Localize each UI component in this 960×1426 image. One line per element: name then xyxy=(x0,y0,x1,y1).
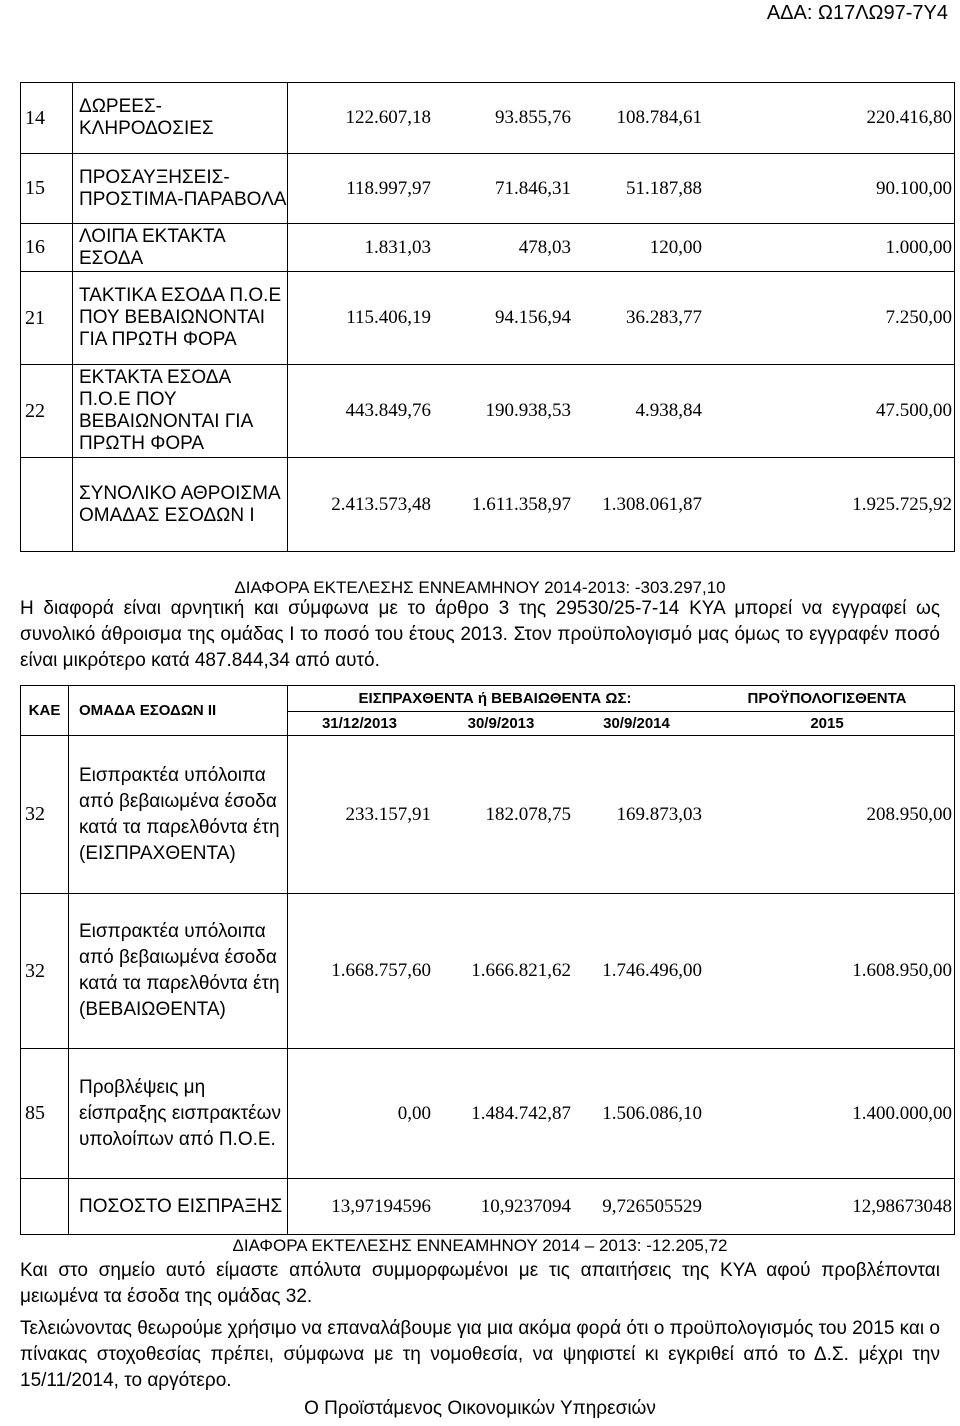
execution-difference-2: ΔΙΑΦΟΡΑ ΕΚΤΕΛΕΣΗΣ ΕΝΝΕΑΜΗΝΟΥ 2014 – 2013: -12.205,72 xyxy=(232,1236,728,1255)
value-budget-2015: 47.500,00 xyxy=(876,400,952,421)
code-cell: 15 xyxy=(21,154,73,224)
value-2013: 122.607,18 xyxy=(345,107,431,128)
code-cell: 32 xyxy=(21,894,69,1049)
value-2013: 0,00 xyxy=(397,1102,431,1124)
code-cell xyxy=(21,458,73,552)
values-cell xyxy=(288,365,955,458)
value-9m-2014: 108.784,61 xyxy=(616,107,702,128)
values-cell xyxy=(288,894,955,1049)
value-2013: 115.406,19 xyxy=(346,307,431,328)
revenue-group-2-table xyxy=(20,685,955,1235)
group-header: ΟΜΑΔΑ ΕΣΟΔΩΝ ΙΙ xyxy=(69,686,288,736)
code-cell: 22 xyxy=(21,365,73,458)
values-cell xyxy=(288,1179,955,1235)
table-row xyxy=(21,1049,955,1179)
value-9m-2013: 10,9237094 xyxy=(480,1195,571,1217)
code-cell: 16 xyxy=(21,224,73,272)
value-2013: 233.157,91 xyxy=(345,803,431,825)
name-cell: ΣΥΝΟΛΙΚΟ ΑΘΡΟΙΣΜΑ ΟΜΑΔΑΣ ΕΣΟΔΩΝ Ι xyxy=(73,458,288,552)
header-cell xyxy=(288,686,955,712)
value-budget-2015: 90.100,00 xyxy=(876,177,952,199)
value-budget-2015: 1.608.950,00 xyxy=(852,960,952,981)
name-cell: Εισπρακτέα υπόλοιπα από βεβαιωμένα έσοδα κατά τα παρελθόντα έτη (ΒΕΒΑΙΩΘΕΝΤΑ) xyxy=(69,894,288,1049)
value-9m-2013: 182.078,75 xyxy=(485,803,571,825)
code-cell xyxy=(21,1179,69,1235)
value-9m-2014: 1.746.496,00 xyxy=(602,960,702,981)
value-9m-2013: 1.484.742,87 xyxy=(471,1102,571,1124)
value-2013: 1.831,03 xyxy=(364,236,431,258)
value-9m-2014: 4.938,84 xyxy=(635,400,702,421)
kae-header: ΚΑΕ xyxy=(21,686,69,736)
code-cell: 21 xyxy=(21,272,73,365)
table-row xyxy=(21,83,955,154)
values-cell xyxy=(288,224,955,272)
table-row xyxy=(21,736,955,894)
date-header-cell xyxy=(288,712,955,736)
date-header: 30/9/2014 xyxy=(603,715,670,732)
value-2013: 443.849,76 xyxy=(345,400,431,421)
value-budget-2015: 7.250,00 xyxy=(885,307,952,328)
name-cell: ΠΡΟΣΑΥΞΗΣΕΙΣ-ΠΡΟΣΤΙΜΑ-ΠΑΡΑΒΟΛΑ xyxy=(73,154,288,224)
table-row xyxy=(21,1179,955,1235)
value-9m-2013: 478,03 xyxy=(518,236,571,258)
execution-difference-1: ΔΙΑΦΟΡΑ ΕΚΤΕΛΕΣΗΣ ΕΝΝΕΑΜΗΝΟΥ 2014-2013: -303.297,10 xyxy=(234,578,726,597)
value-budget-2015: 1.000,00 xyxy=(885,236,952,258)
paragraph-3: Τελειώνοντας θεωρούμε χρήσιμο να επαναλάβουμε για μια ακόμα φορά ότι ο προϋπολογισμός του 2015 και ο πίνακας στοχοθεσίας πρέπει, σύμφωνα με τη νομοθεσία, να ψηφιστεί κι εγκριθεί από το Δ.Σ. μέχρι την 15/11/2014, το αργότερο. xyxy=(20,1318,940,1391)
value-9m-2013: 1.611.358,97 xyxy=(471,493,571,515)
value-budget-2015: 208.950,00 xyxy=(866,803,952,825)
value-9m-2013: 1.666.821,62 xyxy=(471,960,571,981)
values-cell xyxy=(288,83,955,154)
value-9m-2014: 169.873,03 xyxy=(616,803,702,825)
value-9m-2013: 93.855,76 xyxy=(495,107,571,128)
code-cell: 14 xyxy=(21,83,73,154)
paragraph-1: Η διαφορά είναι αρνητική και σύμφωνα με το άρθρο 3 της 29530/25-7-14 ΚΥΑ μπορεί να εγγραφεί ως συνολικό άθροισμα της ομάδας Ι το ποσό του έτους 2013. Στον προϋπολογισμό μας όμως το εγγραφέν ποσό είναι μικρότερο κατά 487.844,34 από αυτό. xyxy=(20,598,940,671)
table-row xyxy=(21,458,955,552)
values-cell xyxy=(288,272,955,365)
value-2013: 13,97194596 xyxy=(331,1195,431,1217)
values-cell xyxy=(288,736,955,894)
value-2013: 118.997,97 xyxy=(346,177,431,199)
code-cell: 32 xyxy=(21,736,69,894)
value-9m-2014: 1.308.061,87 xyxy=(602,493,702,515)
header-row xyxy=(21,686,955,712)
paragraph-2: Και στο σημείο αυτό είμαστε απόλυτα συμμορφωμένοι με τις απαιτήσεις της ΚΥΑ αφού προβλέπονται μειωμένα τα έσοδα της ομάδας 32. xyxy=(20,1260,940,1307)
value-2013: 1.668.757,60 xyxy=(331,960,431,981)
name-cell: Εισπρακτέα υπόλοιπα από βεβαιωμένα έσοδα κατά τα παρελθόντα έτη (ΕΙΣΠΡΑΧΘΕΝΤΑ) xyxy=(69,736,288,894)
value-9m-2013: 94.156,94 xyxy=(495,307,571,328)
revenue-group-1-table xyxy=(20,82,955,552)
value-9m-2014: 1.506.086,10 xyxy=(602,1102,702,1124)
table-row xyxy=(21,272,955,365)
date-header: 30/9/2013 xyxy=(467,715,535,732)
table-row xyxy=(21,894,955,1049)
table-row xyxy=(21,365,955,458)
value-9m-2013: 71.846,31 xyxy=(495,177,571,199)
collected-header: ΕΙΣΠΡΑΧΘΕΝΤΑ ή ΒΕΒΑΙΩΘΕΝΤΑ ΩΣ: xyxy=(358,690,632,707)
signature: Ο Προϊστάμενος Οικονομικών Υπηρεσιών xyxy=(304,1398,656,1419)
budgeted-header: ΠΡΟΫΠΟΛΟΓΙΣΘΕΝΤΑ xyxy=(747,690,907,707)
value-9m-2014: 120,00 xyxy=(649,236,702,258)
value-9m-2013: 190.938,53 xyxy=(485,400,571,421)
values-cell xyxy=(288,458,955,552)
code-cell: 85 xyxy=(21,1049,69,1179)
value-budget-2015: 1.400.000,00 xyxy=(852,1102,952,1124)
table-row xyxy=(21,224,955,272)
value-9m-2014: 36.283,77 xyxy=(626,307,702,328)
name-cell: ΠΟΣΟΣΤΟ ΕΙΣΠΡΑΞΗΣ xyxy=(69,1179,288,1235)
name-cell: ΔΩΡΕΕΣ-ΚΛΗΡΟΔΟΣΙΕΣ xyxy=(73,83,288,154)
date-header: 2015 xyxy=(810,715,844,732)
values-cell xyxy=(288,154,955,224)
value-budget-2015: 12,98673048 xyxy=(852,1195,952,1217)
name-cell: Προβλέψεις μη είσπραξης εισπρακτέων υπολοίπων από Π.Ο.Ε. xyxy=(69,1049,288,1179)
values-cell xyxy=(288,1049,955,1179)
value-2013: 2.413.573,48 xyxy=(331,493,431,515)
ada-code: ΑΔΑ: Ω17ΛΩ97-7Υ4 xyxy=(766,2,948,24)
value-9m-2014: 9,726505529 xyxy=(602,1195,702,1217)
value-budget-2015: 1.925.725,92 xyxy=(852,493,952,515)
name-cell: ΤΑΚΤΙΚΑ ΕΣΟΔΑ Π.Ο.Ε ΠΟΥ ΒΕΒΑΙΩΝΟΝΤΑΙ ΓΙΑ ΠΡΩΤΗ ΦΟΡΑ xyxy=(73,272,288,365)
date-header: 31/12/2013 xyxy=(321,715,398,732)
value-9m-2014: 51.187,88 xyxy=(626,177,702,199)
name-cell: ΕΚΤΑΚΤΑ ΕΣΟΔΑ Π.Ο.Ε ΠΟΥ ΒΕΒΑΙΩΝΟΝΤΑΙ ΓΙΑ ΠΡΩΤΗ ΦΟΡΑ xyxy=(73,365,288,458)
table-row xyxy=(21,154,955,224)
value-budget-2015: 220.416,80 xyxy=(866,107,952,128)
name-cell: ΛΟΙΠΑ ΕΚΤΑΚΤΑ ΕΣΟΔΑ xyxy=(73,224,288,272)
